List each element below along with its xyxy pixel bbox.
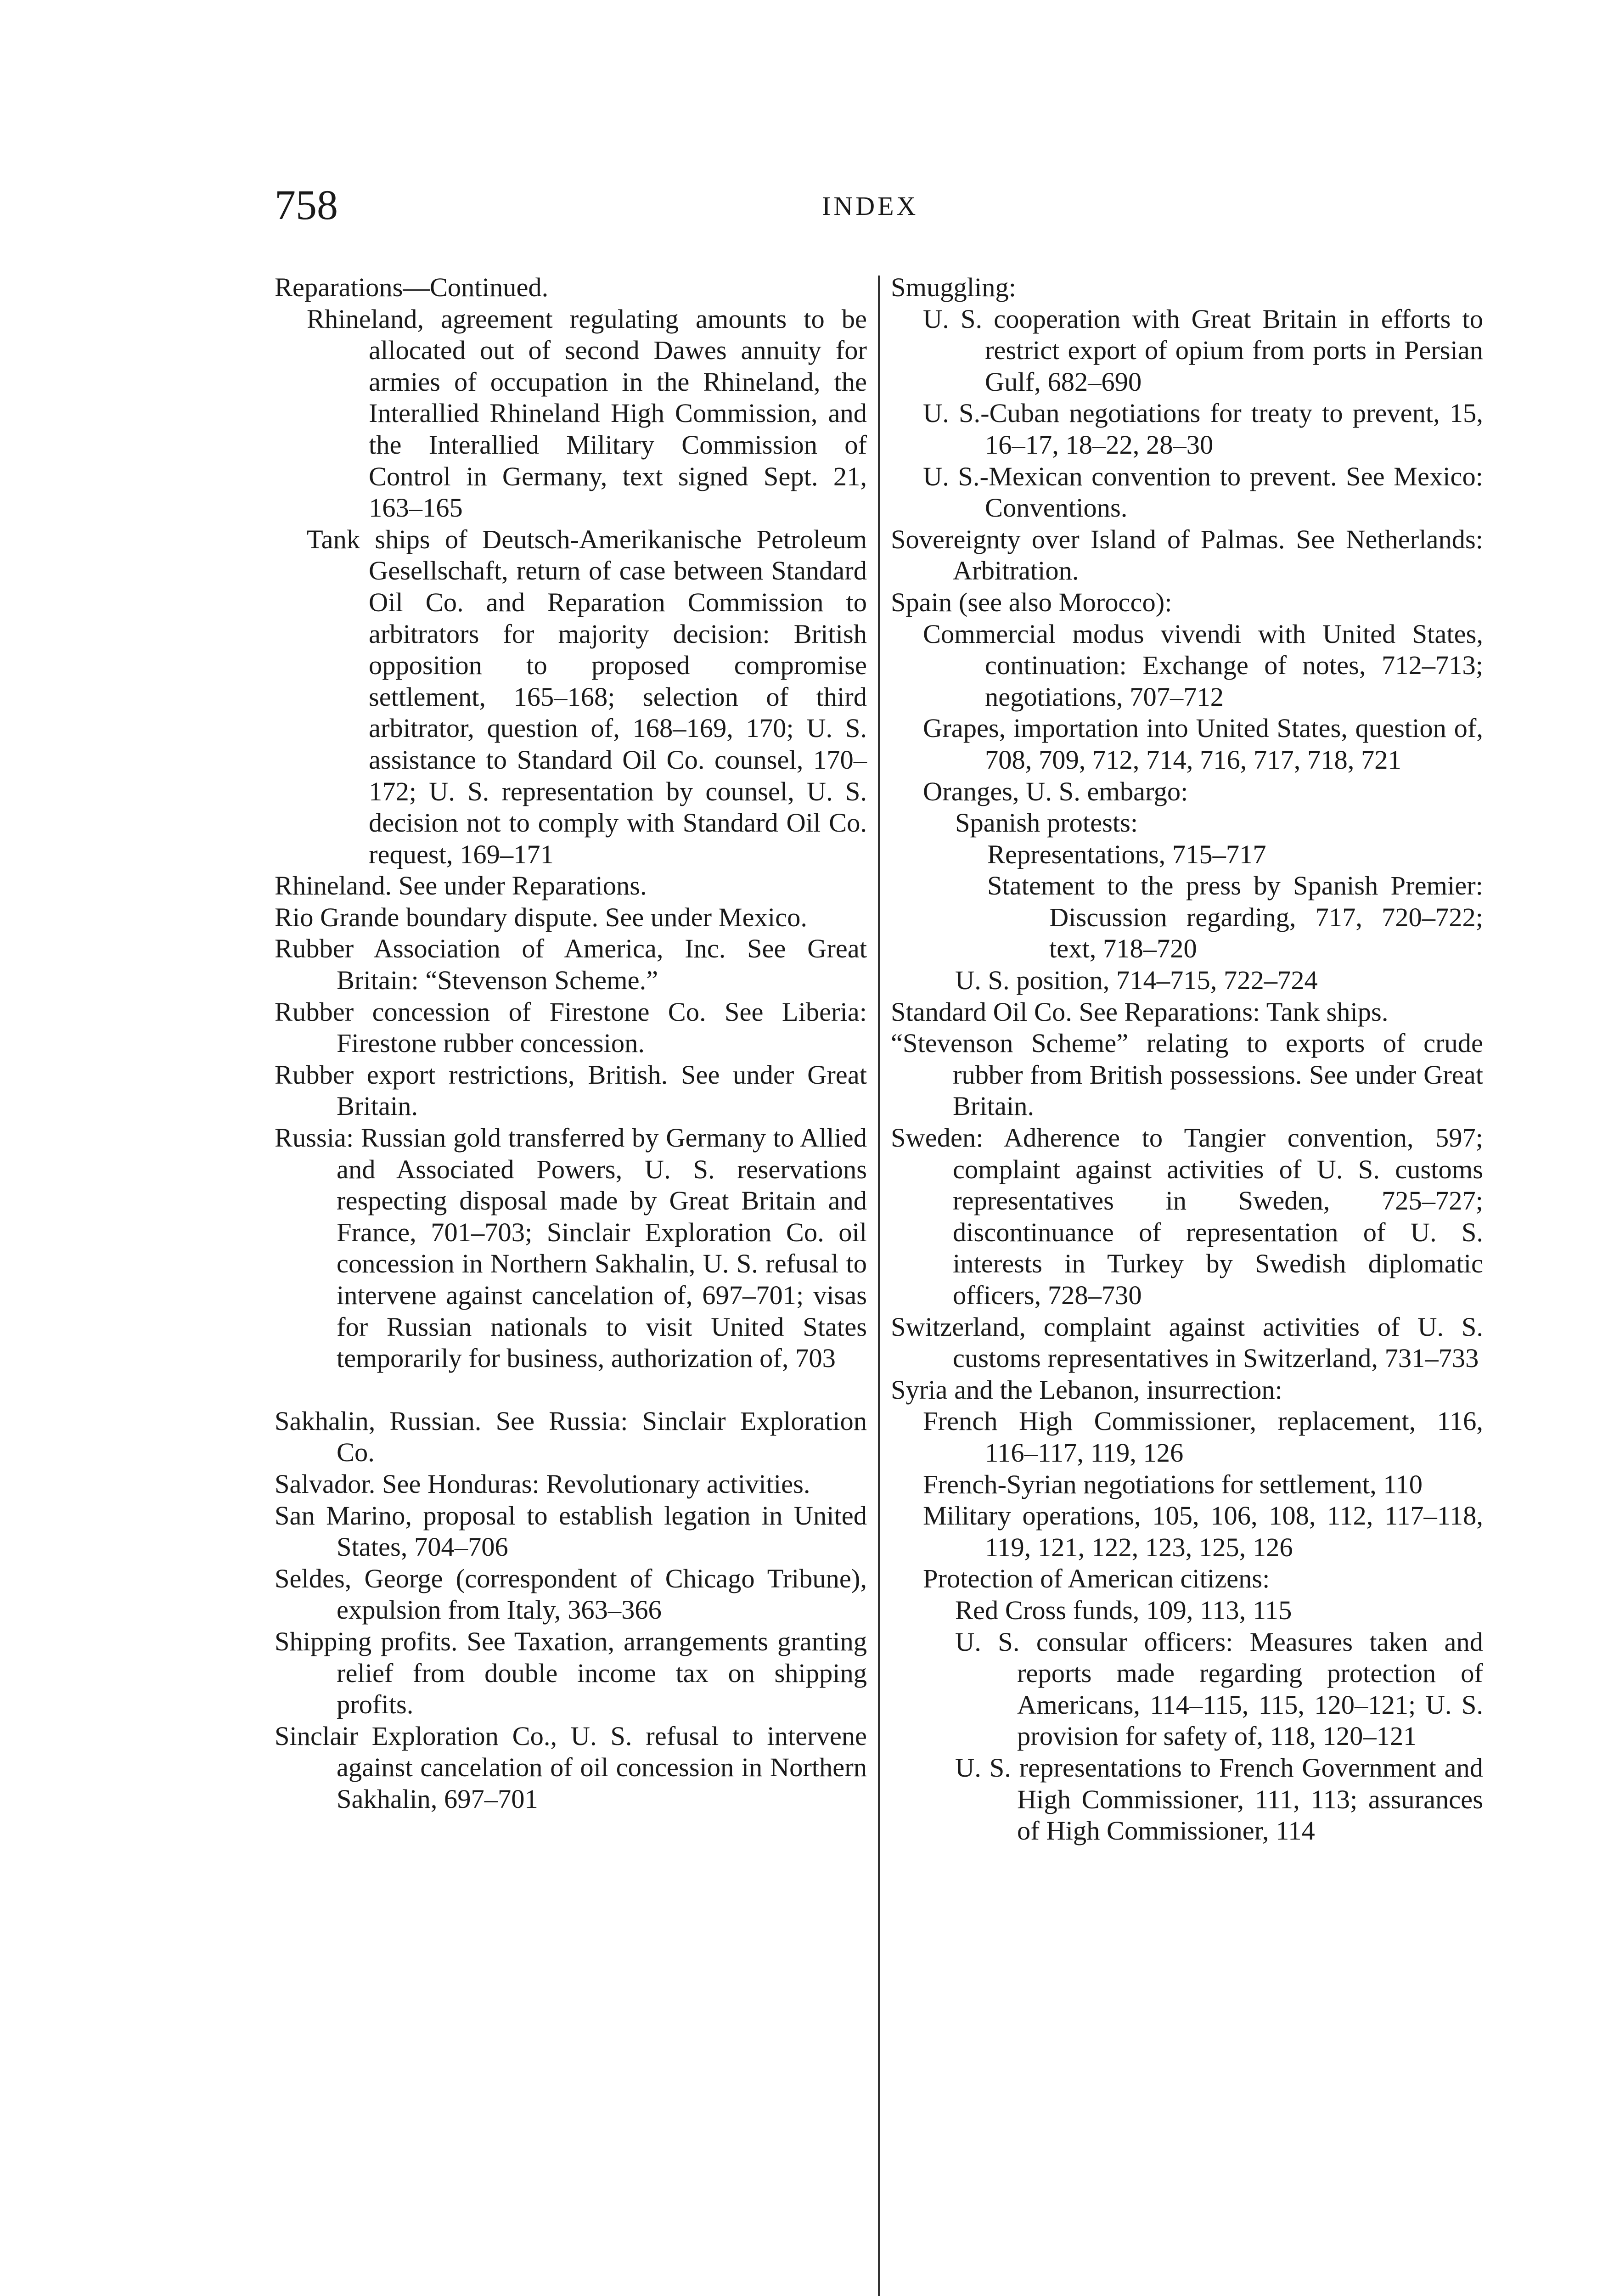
index-entry: French-Syrian negotiations for settlement, 110 [923,1469,1423,1499]
index-entry: Rhineland, agreement regulating amounts to be allocated out of second Dawes annuity for armies of occupation in the Rhineland, the Interallied Rhineland High Commission, and the Interallied Military Commission of Control in Germany, text signed Sept. 21, 163–165 [307,304,867,523]
index-entry: Salvador. See Honduras: Revolutionary activities. [275,1469,810,1499]
index-entry: Grapes, importation into United States, question of, 708, 709, 712, 714, 716, 717, 718, 721 [923,713,1483,775]
index-entry: San Marino, proposal to establish legation in United States, 704–706 [275,1500,867,1562]
index-entry: Switzerland, complaint against activities of U. S. customs representatives in Switzerland, 731–733 [891,1311,1483,1373]
index-entry: Statement to the press by Spanish Premier: Discussion regarding, 717, 720–722; text, 718–720 [987,871,1483,964]
index-entry: Sweden: Adherence to Tangier convention, 597; complaint against activities of U. S. customs representatives in Sweden, 725–727; discontinuance of representation of U. S. interests in Turkey by Swedish diplomatic officers, 728–730 [891,1123,1483,1310]
index-entry: French High Commissioner, replacement, 116, 116–117, 119, 126 [923,1406,1483,1468]
index-entry: Red Cross funds, 109, 113, 115 [955,1595,1292,1625]
index-entry: Oranges, U. S. embargo: [923,776,1188,806]
index-column-right [891,272,1483,1847]
index-entry: U. S. consular officers: Measures taken and reports made regarding protection of Americans, 114–115, 115, 120–121; U. S. provision for safety of, 118, 120–121 [955,1626,1483,1751]
index-entry: Standard Oil Co. See Reparations: Tank ships. [891,996,1389,1027]
index-entry: Sinclair Exploration Co., U. S. refusal to intervene against cancelation of oil concession in Northern Sakhalin, 697–701 [275,1721,867,1814]
running-head: INDEX [822,191,919,221]
index-entry: Sakhalin, Russian. See Russia: Sinclair Exploration Co. [275,1406,867,1468]
index-entry: Reparations—Continued. [275,272,549,302]
index-entry: U. S. cooperation with Great Britain in efforts to restrict export of opium from ports in Persian Gulf, 682–690 [923,304,1483,397]
index-entry: Syria and the Lebanon, insurrection: [891,1374,1282,1405]
index-entry: Commercial modus vivendi with United States, continuation: Exchange of notes, 712–713; negotiations, 707–712 [923,619,1483,712]
index-entry: Rubber concession of Firestone Co. See Liberia: Firestone rubber concession. [275,996,867,1058]
index-entry: U. S. position, 714–715, 722–724 [955,965,1318,996]
column-divider [878,276,880,2296]
index-entry: Rio Grande boundary dispute. See under Mexico. [275,902,807,932]
index-entry: Seldes, George (correspondent of Chicago Tribune), expulsion from Italy, 363–366 [275,1563,867,1625]
index-entry: Protection of American citizens: [923,1564,1270,1594]
index-entry: Representations, 715–717 [987,839,1266,869]
index-entry: Rubber export restrictions, British. See under Great Britain. [275,1059,867,1121]
index-entry: Smuggling: [891,272,1017,302]
index-entry: Spanish protests: [955,808,1138,838]
index-entry: Military operations, 105, 106, 108, 112, 117–118, 119, 121, 122, 123, 125, 126 [923,1501,1483,1562]
index-column-left [275,272,867,1815]
index-entry: Sovereignty over Island of Palmas. See Netherlands: Arbitration. [891,524,1483,586]
index-entry: Shipping profits. See Taxation, arrangements granting relief from double income tax on shipping profits. [275,1626,867,1720]
index-entry: U. S.-Cuban negotiations for treaty to prevent, 15, 16–17, 18–22, 28–30 [923,398,1483,460]
index-entry: Rubber Association of America, Inc. See Great Britain: “Stevenson Scheme.” [275,934,867,996]
index-entry: Tank ships of Deutsch-Amerikanische Petroleum Gesellschaft, return of case between Standard Oil Co. and Reparation Commission to arbitrators for majority decision: British opposition to proposed compromise settlement, 165–168; selection of third arbitrator, question of, 168–169, 170; U. S. assistance to Standard Oil Co. counsel, 170–172; U. S. representation by counsel, U. S. decision not to comply with Standard Oil Co. request, 169–171 [307,524,867,869]
index-entry: U. S. representations to French Government and High Commissioner, 111, 113; assurances of High Commissioner, 114 [955,1752,1483,1846]
index-entry: Rhineland. See under Reparations. [275,871,647,901]
index-entry: “Stevenson Scheme” relating to exports of crude rubber from British possessions. See under Great Britain. [891,1028,1483,1121]
index-entry: Spain (see also Morocco): [891,587,1172,617]
page-number: 758 [275,181,338,228]
index-entry: Russia: Russian gold transferred by Germany to Allied and Associated Powers, U. S. reservations respecting disposal made by Great Britain and France, 701–703; Sinclair Exploration Co. oil concession in Northern Sakhalin, U. S. refusal to intervene against cancelation of, 697–701; visas for Russian nationals to visit United States temporarily for business, authorization of, 703 [275,1123,867,1373]
index-entry: U. S.-Mexican convention to prevent. See Mexico: Conventions. [923,461,1483,523]
